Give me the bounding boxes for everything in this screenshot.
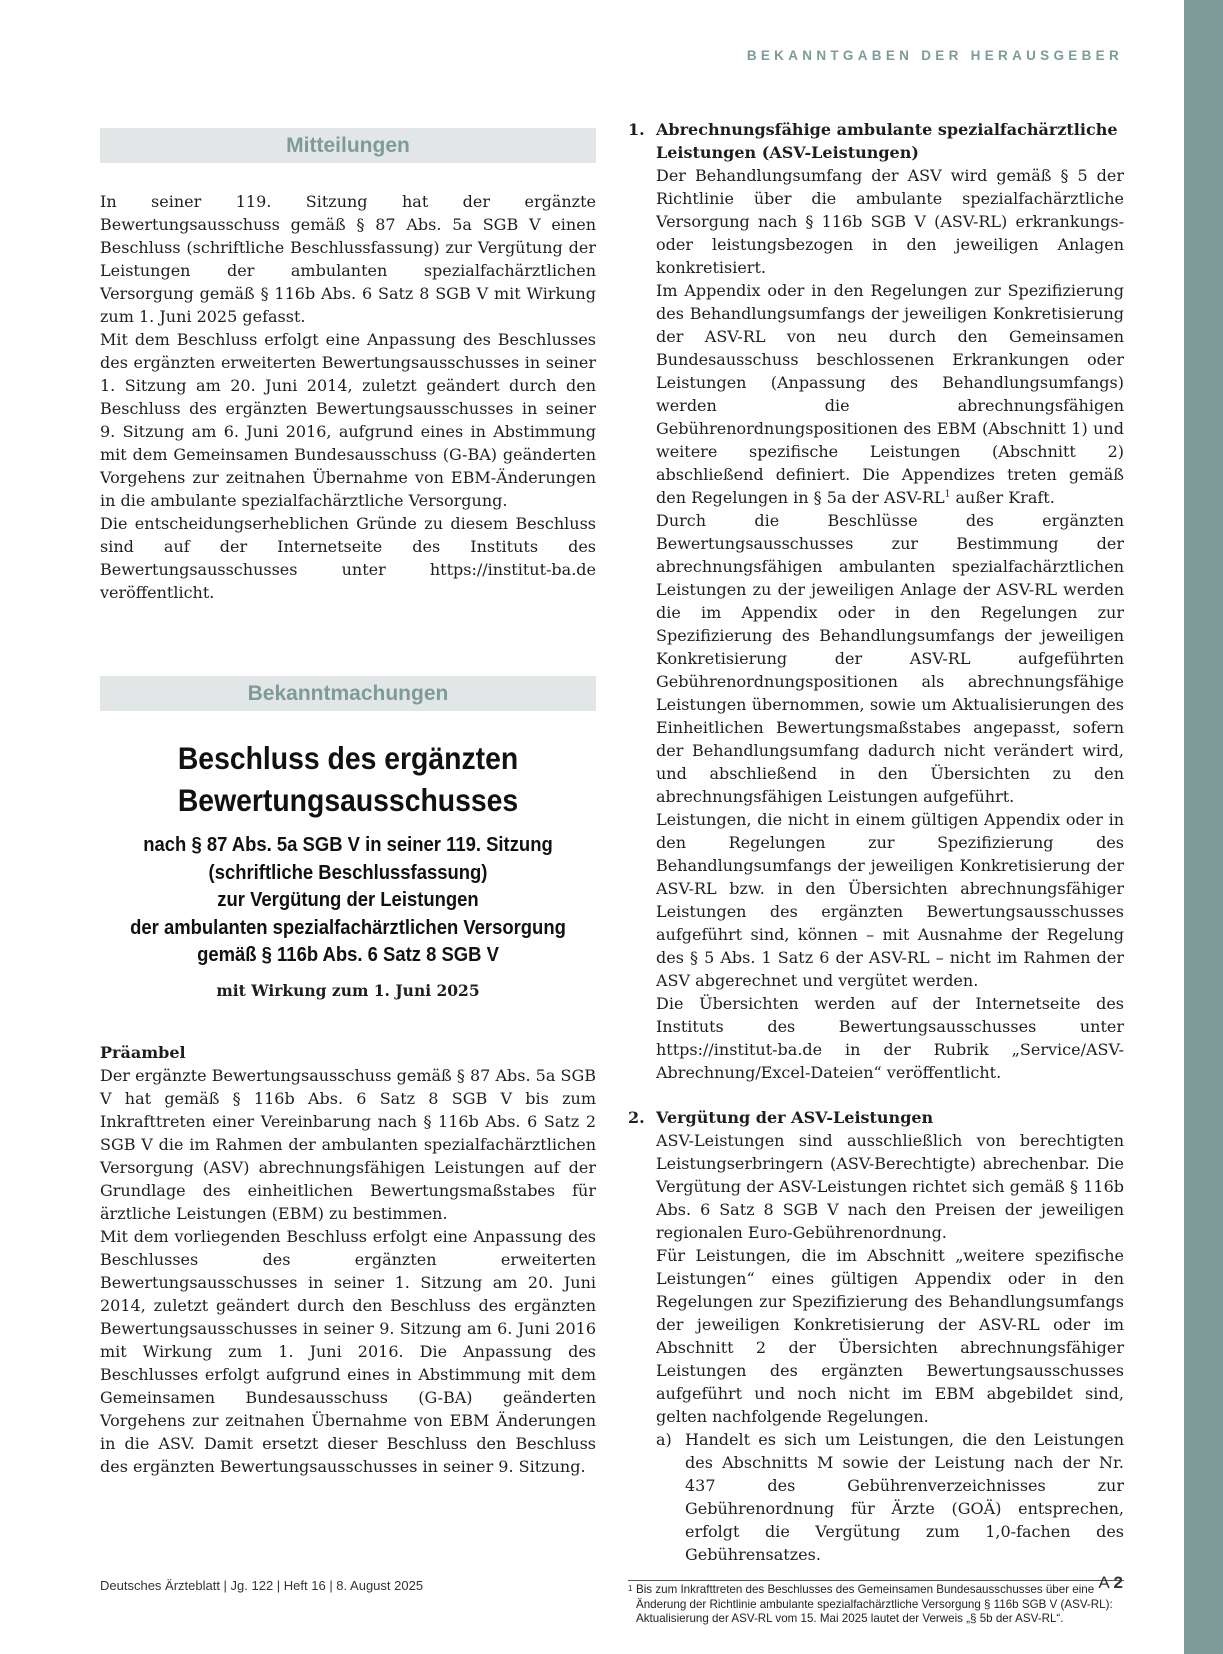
subtitle-line: (schriftliche Beschlussfassung): [208, 860, 488, 884]
section-paragraph: Die Übersichten werden auf der Internetseite des Instituts des Bewertungsausschusses unter https://institut-ba.de in der Rubrik „Service/ASV-Abrechnung/Excel-Dateien“ veröffentlicht.: [656, 994, 1124, 1082]
title-line: Beschluss des ergänzten: [177, 740, 519, 776]
mitteilungen-paragraph: Mit dem Beschluss erfolgt eine Anpassung des Beschlusses des ergänzten erweiterten Bewertungsausschusses in seiner 1. Sitzung am 20. Juni 2014, zuletzt geändert durch den Beschluss des ergänzten Bewertungsausschusses in seiner 9. Sitzung am 6. Juni 2016, aufgrund eines in Abstimmung mit dem Gemeinsamen Bundesausschuss (G-BA) geänderten Vorgehens zur zeitnahen Übernahme von EBM-Änderungen in die ambulante spezialfachärztliche Versorgung.: [100, 330, 596, 510]
section-title: Leistungen (ASV-Leistungen): [656, 143, 919, 162]
subtitle-line: nach § 87 Abs. 5a SGB V in seiner 119. Sitzung: [143, 833, 553, 856]
accent-sidebar: [1184, 0, 1223, 1654]
title-line: Bewertungsausschusses: [177, 782, 519, 818]
page-number: [1098, 1573, 1123, 1593]
subtitle-line: der ambulanten spezialfachärztlichen Versorgung: [130, 915, 566, 939]
paragraph-text: außer Kraft.: [950, 488, 1055, 507]
section-paragraph: Leistungen, die nicht in einem gültigen Appendix oder in den Regelungen zur Spezifizierung des Behandlungsumfangs der jeweiligen Konkretisierung der ASV-RL bzw. in den Übersichten abrechnungsfähiger Leistungen des ergänzten Bewertungsausschusses aufgeführt sind, können – mit Ausnahme der Regelung des § 5 Abs. 1 Satz 6 der ASV-RL – nicht im Rahmen der ASV abgerechnet und vergütet werden.: [656, 810, 1124, 990]
footnote-mark: 1: [628, 1584, 633, 1593]
section-paragraph: Für Leistungen, die im Abschnitt „weitere spezifische Leistungen“ eines gültigen Appendix oder in den Regelungen zur Spezifizierung des Behandlungsumfangs der jeweiligen Konkretisierung der ASV-RL oder im Abschnitt 2 der Übersichten abrechnungsfähiger Leistungen des ergänzten Bewertungsausschusses aufgeführt und noch nicht im EBM abgebildet sind, gelten nachfolgende Regelungen.: [656, 1246, 1124, 1426]
effective-date: mit Wirkung zum 1. Juni 2025: [216, 980, 480, 1000]
footnote-reference: 1: [944, 489, 951, 500]
left-column: [100, 128, 596, 1478]
mitteilungen-paragraph: Die entscheidungserheblichen Gründe zu diesem Beschluss sind auf der Internetseite des Instituts des Bewertungsausschusses unter https://institut-ba.de veröffentlicht.: [100, 514, 596, 602]
subitem-text: Handelt es sich um Leistungen, die den Leistungen des Abschnitts M sowie der Leistung nach der Nr. 437 des Gebührenverzeichnisses zur Gebührenordnung für Ärzte (GOÄ) entsprechen, erfolgt die Vergütung zum 1,0-fachen des Gebührensatzes.: [685, 1430, 1124, 1564]
section-number: 2.: [628, 1108, 645, 1127]
bekanntmachungen-heading: Bekanntmachungen: [100, 676, 596, 711]
section-paragraph: Durch die Beschlüsse des ergänzten Bewertungsausschusses zur Bestimmung der abrechnungsfähigen ambulanten spezialfachärztlichen Leistungen zu der jeweiligen Anlage der ASV-RL werden die im Appendix oder in den Regelungen zur Spezifizierung des Behandlungsumfangs der jeweiligen Konkretisierung der ASV-RL aufgeführten Gebührenordnungspositionen als abrechnungsfähige Leistungen übernommen, sowie um Aktualisierungen des Einheitlichen Bewertungsmaßstabes angepasst, sofern der Behandlungsumfang dadurch nicht verändert wird, und abschließend in den Übersichten zu den abrechnungsfähigen Leistungen aufgeführt.: [656, 511, 1124, 806]
footnote-text: Bis zum Inkrafttreten des Beschlusses des Gemeinsamen Bundesausschusses über eine Änderung der Richtlinie ambulante spezialfachärztliche Versorgung § 116b SGB V (ASV-RL): Aktualisierung der ASV-RL vom 15. Mai 2025 lautet der Verweis „§ 5b der ASV-RL“.: [636, 1583, 1113, 1625]
decision-title: [125, 737, 571, 821]
section-paragraph: Der Behandlungsumfang der ASV wird gemäß § 5 der Richtlinie über die ambulante spezialfachärztliche Versorgung nach § 116b SGB V (ASV-RL) erkrankungs- oder leistungsbezogen in den jeweiligen Anlagen konkretisiert.: [656, 166, 1124, 277]
page-header: BEKANNTGABEN DER HERAUSGEBER: [746, 48, 1123, 63]
mitteilungen-paragraph: In seiner 119. Sitzung hat der ergänzte Bewertungsausschuss gemäß § 87 Abs. 5a SGB V einen Beschluss (schriftliche Beschlussfassung) zur Vergütung der Leistungen der ambulanten spezialfachärztlichen Versorgung gemäß § 116b Abs. 6 Satz 8 SGB V mit Wirkung zum 1. Juni 2025 gefasst.: [100, 192, 596, 326]
preamble-paragraph: Mit dem vorliegenden Beschluss erfolgt eine Anpassung des Beschlusses des ergänzten erweiterten Bewertungsausschusses in seiner 1. Sitzung am 20. Juni 2014, zuletzt geändert durch den Beschluss des ergänzten Bewertungsausschusses in seiner 9. Sitzung am 6. Juni 2016 mit Wirkung zum 1. Juni 2016. Die Anpassung des Beschlusses erfolgt aufgrund eines in Abstimmung mit dem Gemeinsamen Bundesausschuss (G-BA) geänderten Vorgehens zur zeitnahen Übernahme von EBM Änderungen in die ASV. Damit ersetzt dieser Beschluss den Beschluss des ergänzten Bewertungsausschusses in seiner 9. Sitzung.: [100, 1226, 596, 1476]
mitteilungen-text: [100, 190, 596, 604]
page-prefix: A: [1098, 1573, 1109, 1592]
footnote: [628, 1580, 1124, 1627]
footer-citation: Deutsches Ärzteblatt | Jg. 122 | Heft 16 | 8. August 2025: [100, 1578, 424, 1593]
section-title: Abrechnungsfähige ambulante spezialfachärztliche: [656, 120, 1118, 139]
section-2: [628, 1106, 1124, 1566]
subtitle-line: gemäß § 116b Abs. 6 Satz 8 SGB V: [197, 943, 499, 966]
right-column: [628, 118, 1124, 1627]
paragraph-text: Im Appendix oder in den Regelungen zur Spezifizierung des Behandlungsumfangs der jeweiligen Konkretisierung der ASV-RL von neu durch den Gemeinsamen Bundesausschuss beschlossenen Erkrankungen oder Leistungen (Anpassung des Behandlungsumfangs) werden die abrechnungsfähigen Gebührenordnungspositionen des EBM (Abschnitt 1) und weitere spezifische Leistungen (Abschnitt 2) abschließend definiert. Die Appendizes treten gemäß den Regelungen in § 5a der ASV-RL: [656, 281, 1124, 507]
section-paragraph: [656, 279, 1124, 509]
subitem-a: [656, 1428, 1124, 1566]
preamble-paragraph: Der ergänzte Bewertungsausschuss gemäß § 87 Abs. 5a SGB V hat gemäß § 116b Abs. 6 Satz 8 SGB V bis zum Inkrafttreten einer Vereinbarung nach § 116b Abs. 6 Satz 2 SGB V die im Rahmen der ambulanten spezialfachärztlichen Versorgung (ASV) abrechnungsfähigen Leistungen auf der Grundlage des einheitlichen Bewertungsmaßstabes für ärztliche Leistungen (EBM) zu bestimmen.: [100, 1065, 596, 1223]
section-number: 1.: [628, 120, 645, 139]
section-1: [628, 118, 1124, 1084]
decision-subtitle: [125, 831, 571, 969]
subitem-label: a): [656, 1430, 672, 1449]
mitteilungen-heading: Mitteilungen: [100, 128, 596, 163]
preamble-heading: Präambel: [100, 1042, 186, 1062]
subtitle-line: zur Vergütung der Leistungen: [217, 888, 479, 911]
page-number-value: 2: [1113, 1573, 1123, 1592]
section-title: Vergütung der ASV-Leistungen: [656, 1108, 934, 1127]
section-paragraph: ASV-Leistungen sind ausschließlich von berechtigten Leistungserbringern (ASV-Berechtigte) abrechenbar. Die Vergütung der ASV-Leistungen richtet sich gemäß § 116b Abs. 6 Satz 8 SGB V nach den Preisen der jeweiligen regionalen Euro-Gebührenordnung.: [656, 1131, 1124, 1242]
